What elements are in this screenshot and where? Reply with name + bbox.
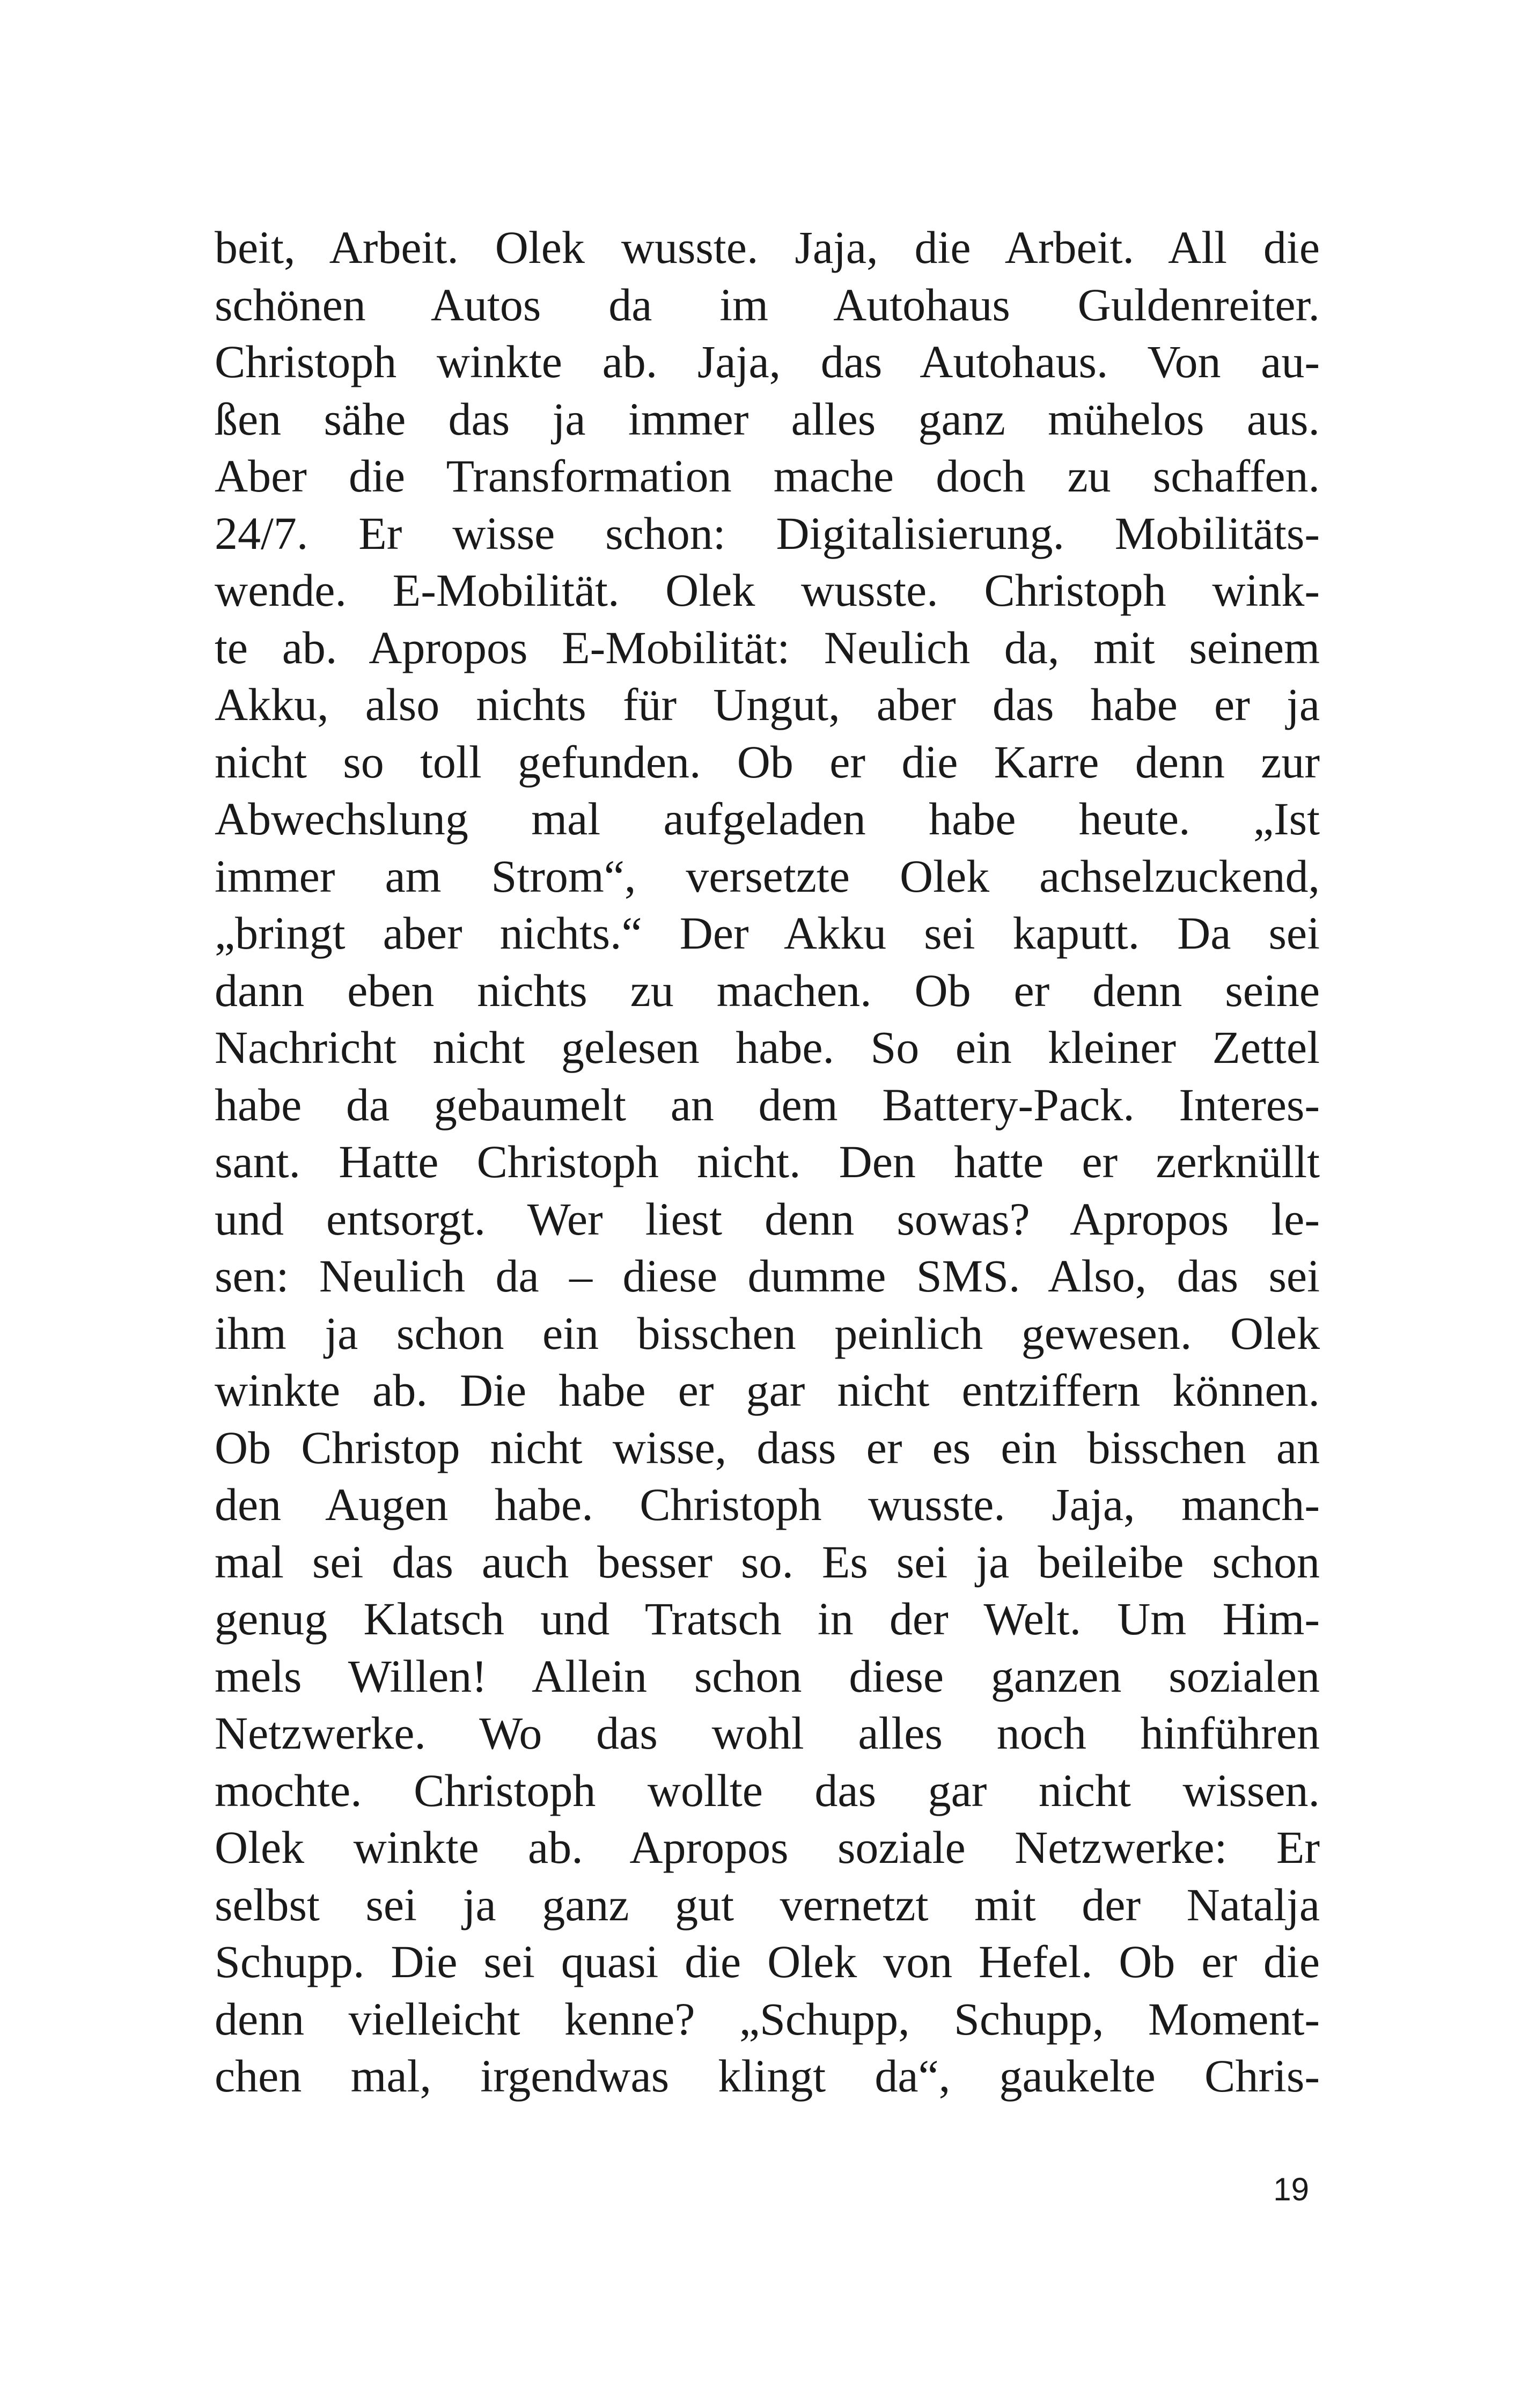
text-line: Akku, also nichts für Ungut, aber das habe er ja <box>215 679 1320 730</box>
text-line: ßen sähe das ja immer alles ganz mühelos aus. <box>215 393 1320 445</box>
text-line: den Augen habe. Christoph wusste. Jaja, manch- <box>215 1479 1320 1530</box>
text-line: te ab. Apropos E-Mobilität: Neulich da, mit seinem <box>215 621 1320 673</box>
text-line: 24/7. Er wisse schon: Digitalisierung. Mobilitäts- <box>215 507 1320 559</box>
text-line: ihm ja schon ein bisschen peinlich gewesen. Olek <box>215 1307 1320 1359</box>
page-number: 19 <box>1273 2171 1309 2207</box>
text-line: Aber die Transformation mache doch zu schaffen. <box>215 450 1320 502</box>
text-line: dann eben nichts zu machen. Ob er denn seine <box>215 964 1320 1016</box>
text-line: Ob Christop nicht wisse, dass er es ein bisschen an <box>215 1421 1320 1473</box>
text-line: und entsorgt. Wer liest denn sowas? Apropos le- <box>215 1193 1320 1245</box>
text-line: nicht so toll gefunden. Ob er die Karre denn zur <box>215 736 1320 788</box>
text-line: mels Willen! Allein schon diese ganzen sozialen <box>215 1650 1320 1702</box>
text-line: sen: Neulich da – diese dumme SMS. Also, das sei <box>215 1250 1320 1302</box>
text-line: selbst sei ja ganz gut vernetzt mit der Natalja <box>215 1878 1320 1930</box>
text-line: Abwechslung mal aufgeladen habe heute. „Ist <box>215 793 1320 845</box>
text-line: mal sei das auch besser so. Es sei ja beileibe schon <box>215 1536 1320 1588</box>
text-line: denn vielleicht kenne? „Schupp, Schupp, Moment- <box>215 1993 1320 2045</box>
text-line: beit, Arbeit. Olek wusste. Jaja, die Arbeit. All die <box>215 222 1320 273</box>
text-line: „bringt aber nichts.“ Der Akku sei kaputt. Da sei <box>215 907 1320 959</box>
text-line: chen mal, irgendwas klingt da“, gaukelte Chris- <box>215 2050 1320 2102</box>
text-line: Schupp. Die sei quasi die Olek von Hefel. Ob er die <box>215 1936 1320 1987</box>
body-text <box>215 219 1320 2105</box>
text-line: habe da gebaumelt an dem Battery-Pack. Interes- <box>215 1078 1320 1130</box>
text-line: Olek winkte ab. Apropos soziale Netzwerke: Er <box>215 1822 1320 1873</box>
text-line: Christoph winkte ab. Jaja, das Autohaus. Von au- <box>215 336 1320 387</box>
text-line: genug Klatsch und Tratsch in der Welt. Um Him- <box>215 1593 1320 1645</box>
text-line: Netzwerke. Wo das wohl alles noch hinführen <box>215 1707 1320 1759</box>
text-line: Nachricht nicht gelesen habe. So ein kleiner Zettel <box>215 1022 1320 1073</box>
text-line: wende. E-Mobilität. Olek wusste. Christoph wink- <box>215 564 1320 616</box>
text-line: winkte ab. Die habe er gar nicht entziffern können. <box>215 1364 1320 1416</box>
text-line: schönen Autos da im Autohaus Guldenreiter. <box>215 278 1320 331</box>
text-line: immer am Strom“, versetzte Olek achselzuckend, <box>215 850 1320 902</box>
text-line: mochte. Christoph wollte das gar nicht wissen. <box>215 1764 1320 1816</box>
text-line: sant. Hatte Christoph nicht. Den hatte er zerknüllt <box>215 1136 1320 1187</box>
